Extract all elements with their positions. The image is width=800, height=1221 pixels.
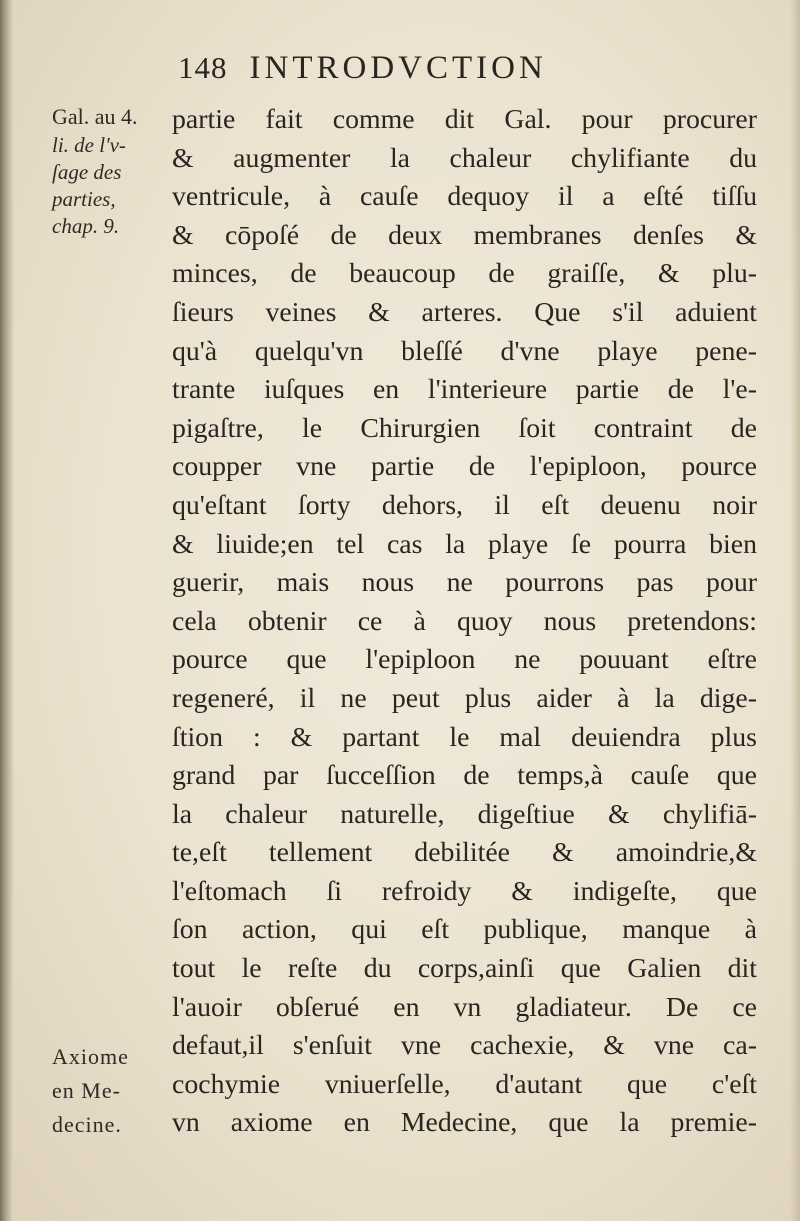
text-line: ſtion : & partant le mal deuiendra plus [172,721,757,753]
text-line: la chaleur naturelle, digeſtiue & chylifiā- [172,798,757,830]
margin-note-line: li. de l'v- [52,133,126,157]
text-line: & augmenter la chaleur chylifiante du [172,142,757,174]
margin-note-line: decine. [52,1112,122,1137]
margin-note-line: chap. 9. [52,214,120,238]
body-text [172,101,757,1143]
margin-note-line: ſage des [52,160,122,184]
margin-note-line: Axiome [52,1044,129,1069]
page-edge-shadow [790,0,800,1221]
text-line: guerir, mais nous ne pourrons pas pour [172,567,757,599]
text-line: qu'eſtant ſorty dehors, il eſt deuenu noir [172,489,757,521]
text-line: l'auoir obſerué en vn gladiateur. De ce [172,991,757,1023]
margin-note-line: Gal. au 4. [52,104,138,129]
text-line: vn axiome en Medecine, que la premie- [172,1107,757,1139]
running-title: INTRODVCTION [249,50,547,86]
margin-note-citation [52,102,172,240]
text-line: trante iuſques en l'interieure partie de l'e- [172,374,757,406]
running-header [178,50,678,106]
text-line: tout le reſte du corps,ainſi que Galien dit [172,953,757,985]
text-line: partie fait comme dit Gal. pour procurer [172,104,757,135]
text-line: regeneré, il ne peut plus aider à la dige- [172,682,757,714]
text-line: minces, de beaucoup de graiſſe, & plu- [172,258,757,290]
text-line: l'eſtomach ſi refroidy & indigeſte, que [172,875,757,907]
text-line: te,eſt tellement debilitée & amoindrie,& [172,837,757,869]
text-line: & cōpoſé de deux membranes denſes & [172,219,757,251]
text-line: cela obtenir ce à quoy nous pretendons: [172,605,757,637]
margin-note-line: en Me- [52,1078,121,1103]
text-line: defaut,il s'enſuit vne cachexie, & vne ca- [172,1030,757,1062]
text-line: coupper vne partie de l'epiploon, pource [172,451,757,483]
text-line: ventricule, à cauſe dequoy il a eſté tiſſu [172,181,757,213]
text-line: ſon action, qui eſt publique, manque à [172,914,757,946]
text-line: grand par ſucceſſion de temps,à cauſe que [172,760,757,792]
margin-note-axiom [52,1040,172,1142]
page-gutter-shadow [0,0,14,1221]
text-line: qu'à quelqu'vn bleſſé d'vne playe pene- [172,335,757,367]
text-line: ſieurs veines & arteres. Que s'il aduient [172,296,757,328]
text-line: pource que l'epiploon ne pouuant eſtre [172,644,757,676]
text-line: cochymie vniuerſelle, d'autant que c'eſt [172,1068,757,1100]
page-number: 148 [178,50,228,85]
text-line: pigaſtre, le Chirurgien ſoit contraint de [172,412,757,444]
text-line: & liuide;en tel cas la playe ſe pourra bien [172,528,757,560]
margin-note-line: parties, [52,187,116,211]
